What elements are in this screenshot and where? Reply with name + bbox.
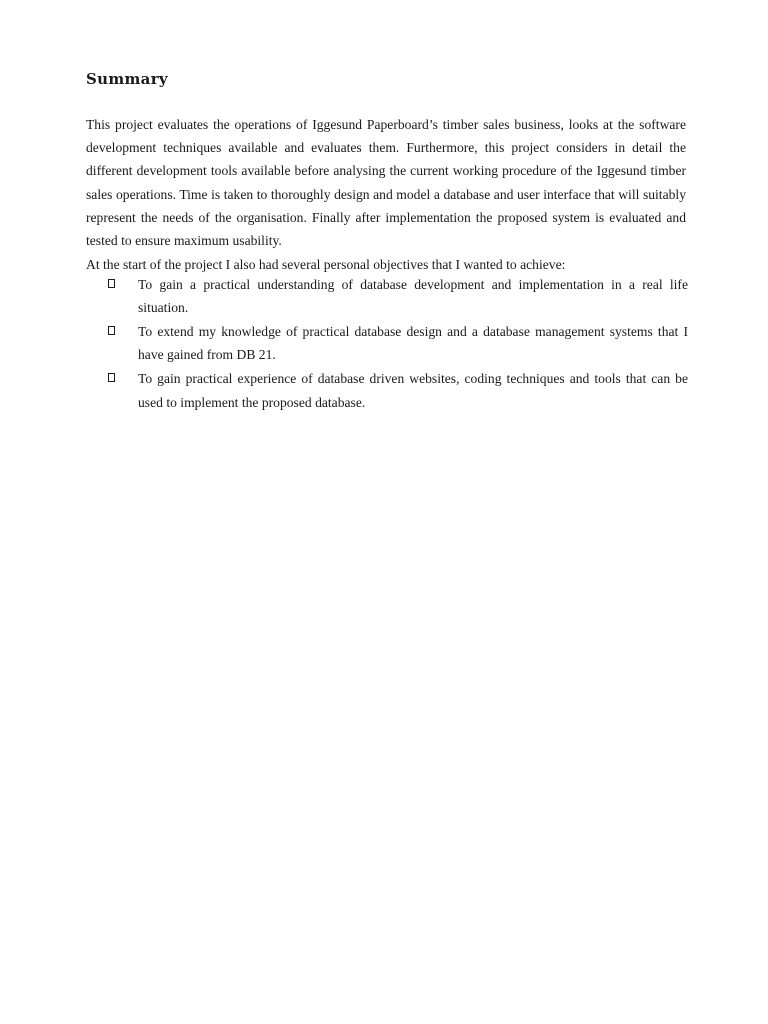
list-item: [86, 367, 688, 413]
list-item: [86, 273, 688, 319]
objective-text: To extend my knowledge of practical database design and a database management systems that I have gained from DB 21.: [138, 324, 688, 363]
summary-paragraph: This project evaluates the operations of Iggesund Paperboard’s timber sales business, looks at the software development techniques available and evaluates them. Furthermore, this project considers in detail the different development tools available before analysing the current working procedure of the Iggesund timber sales operations. Time is taken to thoroughly design and model a database and user interface that will suitably represent the needs of the organisation. Finally after implementation the proposed system is evaluated and tested to ensure maximum usability.: [86, 117, 686, 249]
summary-heading: Summary: [86, 70, 168, 88]
objectives-list: [86, 273, 688, 415]
square-bullet-icon: [108, 326, 115, 335]
objective-text: To gain practical experience of database driven websites, coding techniques and tools that can be used to implement the proposed database.: [138, 371, 688, 410]
list-item: [86, 320, 688, 366]
square-bullet-icon: [108, 373, 115, 382]
square-bullet-icon: [108, 279, 115, 288]
objective-text: To gain a practical understanding of database development and implementation in a real life situation.: [138, 277, 688, 316]
objectives-lead-text: At the start of the project I also had several personal objectives that I wanted to achieve:: [86, 257, 566, 272]
